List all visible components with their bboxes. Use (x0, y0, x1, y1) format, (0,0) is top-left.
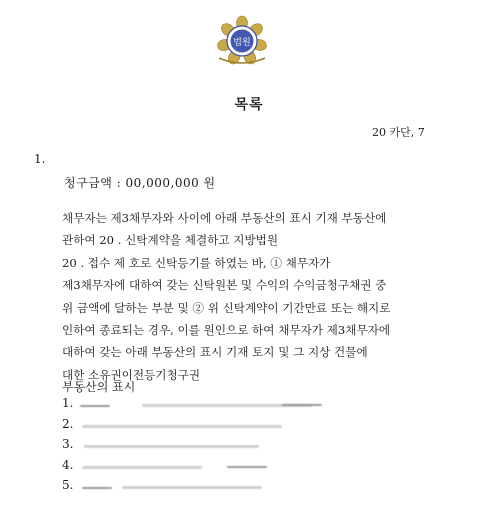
redaction-mark (122, 486, 262, 489)
redaction-mark (227, 466, 267, 468)
property-item-number: 1. (62, 396, 74, 410)
item-number: 1. (34, 152, 46, 166)
property-heading: 부동산의 표시 (62, 380, 136, 394)
paragraph-line: 인하여 종료되는 경우, 이를 원인으로 하여 채무자가 제3채무자에 (62, 323, 391, 338)
paragraph-line: 대하여 갖는 아래 부동산의 표시 기재 토지 및 그 지상 건물에 (62, 345, 368, 360)
court-emblem-icon (211, 14, 273, 70)
claim-description (62, 207, 452, 386)
paragraph-line: 20 . 접수 제 호로 신탁등기를 하였는 바, ① 채무자가 (62, 255, 331, 270)
paragraph-line: 위 금액에 달하는 부분 및 ② 위 신탁계약이 기간만료 또는 해지로 (62, 300, 391, 315)
paragraph-line: 관하여 20 . 신탁계약을 체결하고 지방법원 (62, 233, 279, 248)
redaction-mark (80, 405, 110, 407)
paragraph-line: 대한 소유권이전등기청구권 (62, 367, 201, 382)
property-item-number: 5. (62, 478, 74, 492)
redaction-mark (282, 404, 322, 406)
redaction-mark (82, 466, 202, 469)
emblem-label: 법원 (233, 38, 251, 48)
redaction-mark (84, 445, 259, 448)
property-item-number: 4. (62, 457, 74, 472)
property-item-number: 3. (62, 437, 74, 451)
property-item-number: 2. (62, 416, 74, 431)
paragraph-line: 제3채무자에 대하여 갖는 신탁원본 및 수익의 수익금청구채권 중 (62, 278, 387, 293)
case-number: 20 카단, 7 (372, 126, 425, 139)
claim-amount: 청구금액 : 00,000,000 원 (64, 176, 216, 190)
redaction-mark (82, 425, 282, 428)
redaction-mark (82, 487, 112, 489)
document-title: 목록 (234, 97, 264, 113)
paragraph-line: 채무자는 제3채무자와 사이에 아래 부동산의 표시 기재 부동산에 (62, 211, 387, 225)
